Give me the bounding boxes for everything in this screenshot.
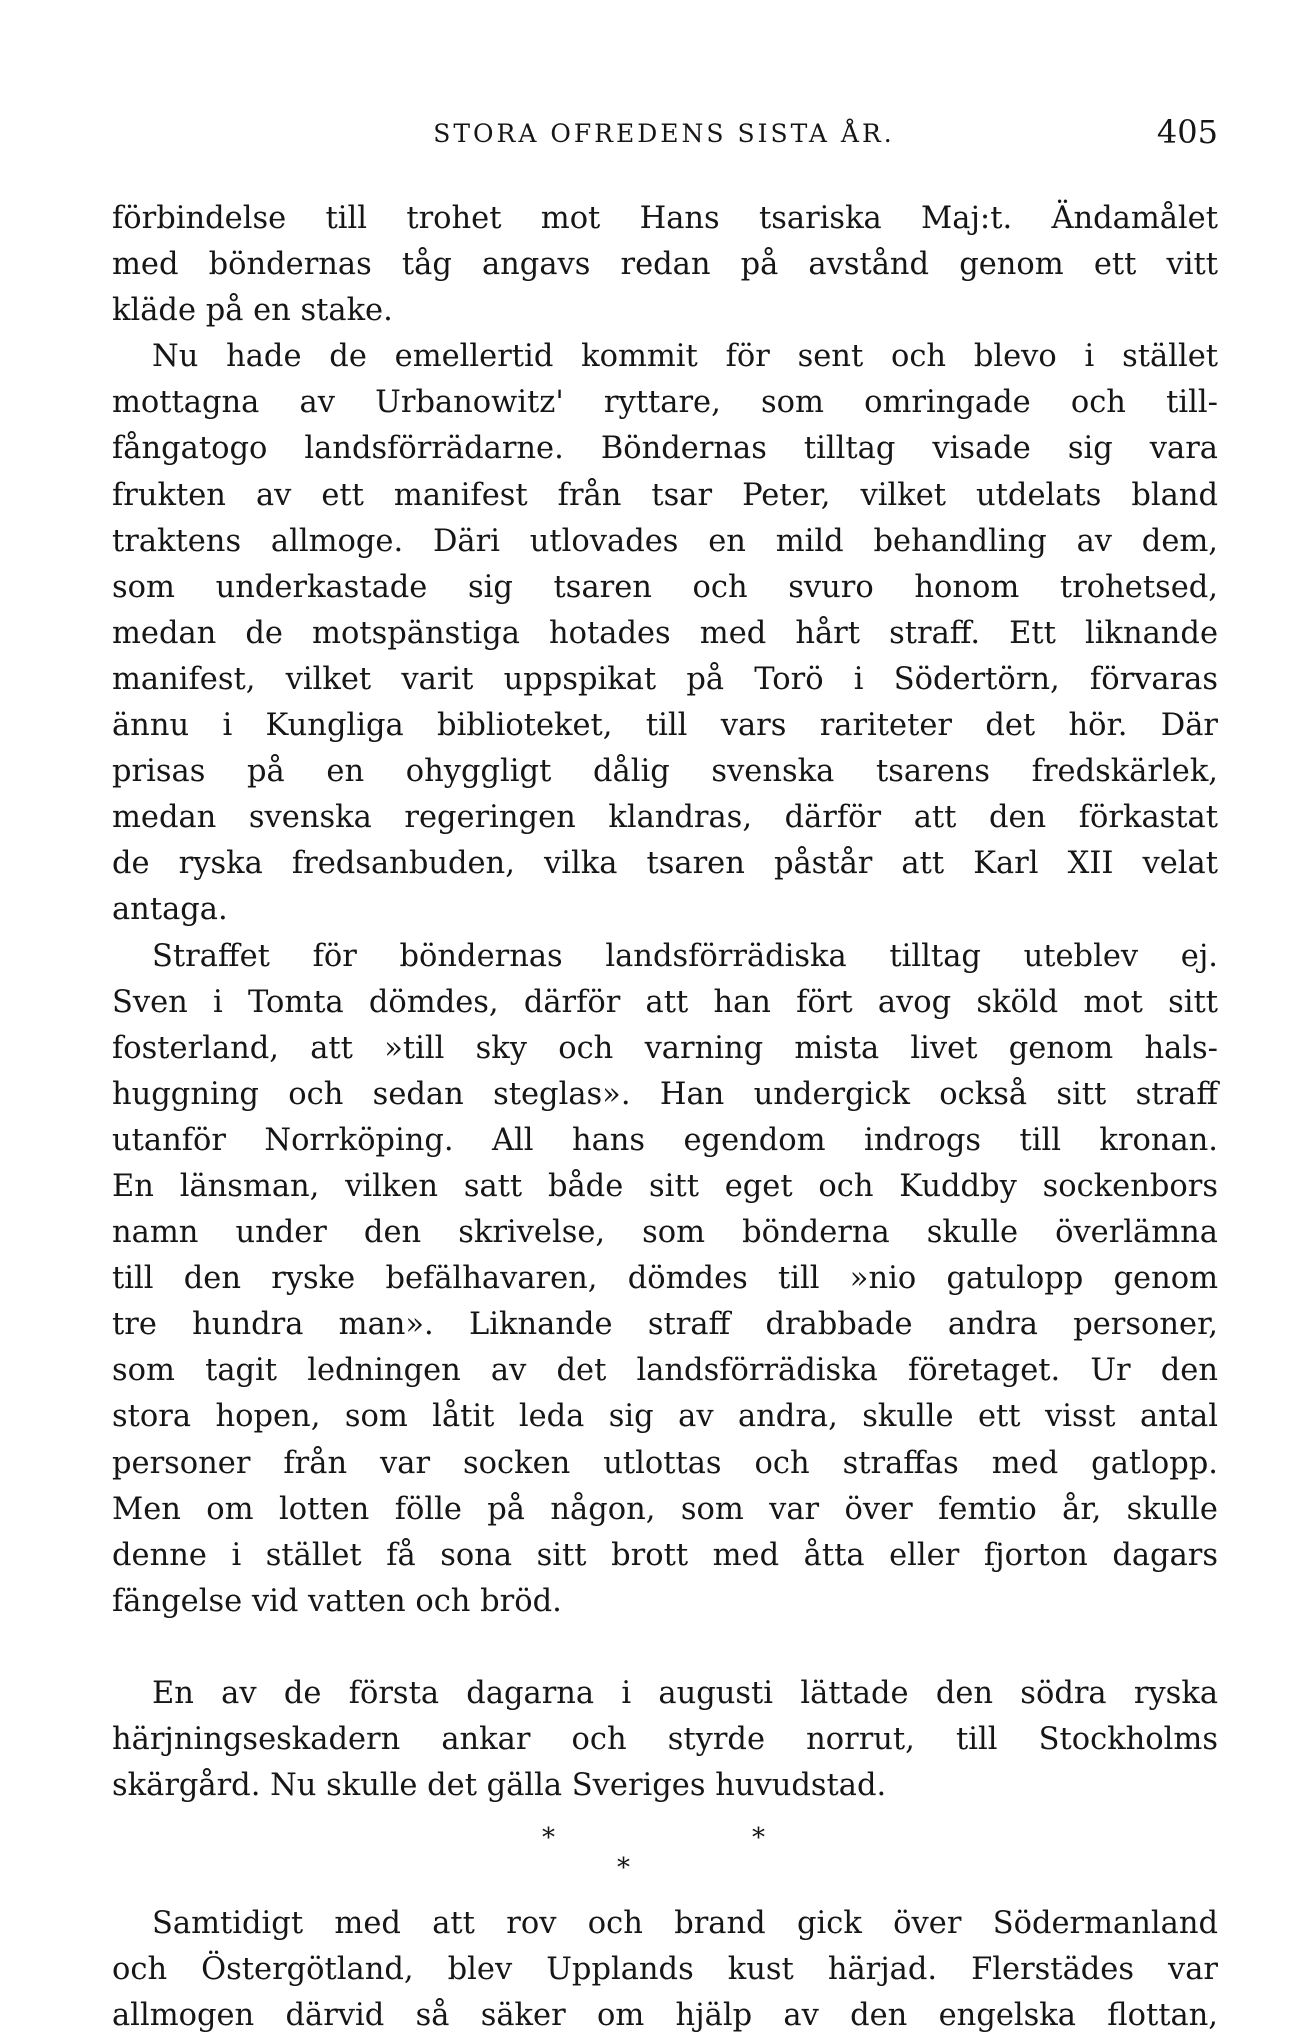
section-separator xyxy=(112,1809,1218,1901)
text-line: fosterland, att »till sky och varning mista livet genom hals- xyxy=(112,1030,1218,1066)
running-head xyxy=(110,112,1218,156)
text-line: En länsman, vilken satt både sitt eget och Kuddby sockenbors xyxy=(112,1168,1218,1204)
text-line: denne i stället få sona sitt brott med åtta eller fjorton dagars xyxy=(112,1537,1218,1573)
text-line: Straffet för böndernas landsförrädiska tilltag uteblev ej. xyxy=(152,938,1218,974)
text-line: frukten av ett manifest från tsar Peter, vilket utdelats bland xyxy=(112,477,1218,513)
text-line: utanför Norrköping. All hans egendom indrogs till kronan. xyxy=(112,1122,1218,1158)
text-line: antaga. xyxy=(112,892,228,928)
text-line: Men om lotten fölle på någon, som var över femtio år, skulle xyxy=(112,1491,1218,1527)
text-line: förbindelse till trohet mot Hans tsariska Maj:t. Ändamålet xyxy=(112,201,1218,236)
running-title: STORA OFREDENS SISTA ÅR. xyxy=(433,119,895,148)
text-line: som tagit ledningen av det landsförrädiska företaget. Ur den xyxy=(112,1353,1218,1389)
asterisk-mark: * xyxy=(617,1853,630,1884)
text-line: personer från var socken utlottas och straffas med gatlopp. xyxy=(112,1445,1218,1481)
text-line: skärgård. Nu skulle det gälla Sveriges huvudstad. xyxy=(112,1768,887,1804)
text-line: fängelse vid vatten och bröd. xyxy=(112,1583,562,1619)
text-line: fångatogo landsförrädarne. Böndernas tilltag visade sig vara xyxy=(112,431,1218,467)
asterisk-mark: * xyxy=(542,1823,555,1854)
text-line: En av de första dagarna i augusti lättade den södra ryska xyxy=(152,1675,1218,1711)
text-line: med böndernas tåg angavs redan på avstånd genom ett vitt xyxy=(112,247,1218,283)
text-line: traktens allmoge. Däri utlovades en mild behandling av dem, xyxy=(112,523,1218,559)
text-line: medan de motspänstiga hotades med hårt straff. Ett liknande xyxy=(112,615,1218,651)
text-line: medan svenska regeringen klandras, därför att den förkastat xyxy=(112,800,1218,836)
text-line: huggning och sedan steglas». Han undergick också sitt straff xyxy=(112,1076,1218,1112)
text-line: och Östergötland, blev Upplands kust härjad. Flerstädes var xyxy=(112,1952,1218,1988)
page-number: 405 xyxy=(1156,113,1218,151)
text-line: ännu i Kungliga biblioteket, till vars rariteter det hör. Där xyxy=(112,708,1218,744)
asterisk-mark: * xyxy=(752,1823,765,1854)
text-line: namn under den skrivelse, som bönderna skulle överlämna xyxy=(112,1215,1218,1251)
text-line: mottagna av Urbanowitz' ryttare, som omringade och till- xyxy=(112,385,1218,421)
text-line: Nu hade de emellertid kommit för sent och blevo i stället xyxy=(152,339,1218,375)
text-line: Samtidigt med att rov och brand gick över Södermanland xyxy=(152,1906,1218,1942)
text-line: Sven i Tomta dömdes, därför att han fört avog sköld mot sitt xyxy=(112,984,1218,1020)
text-line: manifest, vilket varit uppspikat på Torö i Södertörn, förvaras xyxy=(112,661,1218,697)
paragraph-gap xyxy=(112,1625,1218,1671)
text-line: tre hundra man». Liknande straff drabbade andra personer, xyxy=(112,1307,1218,1343)
text-line: stora hopen, som låtit leda sig av andra, skulle ett visst antal xyxy=(112,1399,1218,1435)
text-line: allmogen därvid så säker om hjälp av den engelska flottan, xyxy=(112,1998,1218,2034)
text-line: till den ryske befälhavaren, dömdes till »nio gatulopp genom xyxy=(112,1261,1218,1297)
text-line: som underkastade sig tsaren och svuro honom trohetsed, xyxy=(112,569,1218,605)
text-line: kläde på en stake. xyxy=(112,293,393,329)
text-line: härjningseskadern ankar och styrde norrut, till Stockholms xyxy=(112,1722,1218,1757)
text-line: prisas på en ohyggligt dålig svenska tsarens fredskärlek, xyxy=(112,754,1218,790)
text-line: de ryska fredsanbuden, vilka tsaren påstår att Karl XII velat xyxy=(112,846,1218,882)
body-text xyxy=(112,196,1218,2039)
